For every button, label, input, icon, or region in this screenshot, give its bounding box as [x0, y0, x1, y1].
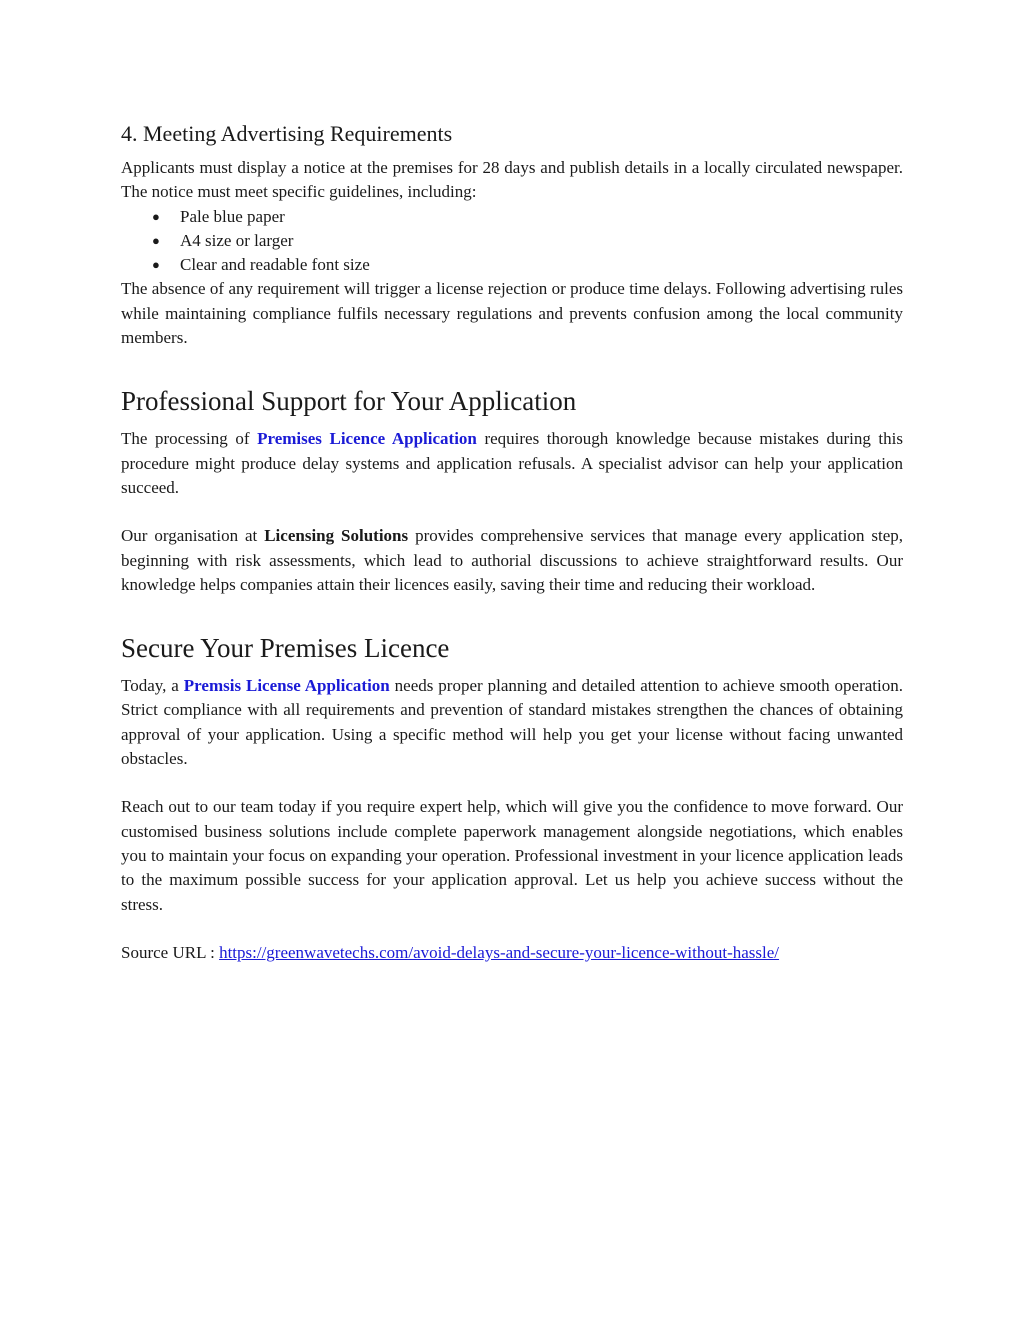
secure-paragraph-1	[121, 674, 903, 771]
premsis-license-application-link[interactable]: Premsis License Application	[183, 676, 390, 696]
bullet-icon: ●	[152, 232, 160, 248]
advertising-bullet-list	[121, 205, 903, 278]
secure-p1-text-rest: needs proper planning and detailed attention to achieve smooth operation. Strict compliance with all requirements and prevention of standard mistakes strengthen the chances of obtaining approval of your application. Using a specific method will help you get your license without facing unwanted obstacles.	[121, 676, 904, 769]
paragraph-spacer	[121, 771, 903, 795]
premises-licence-application-link[interactable]: Premises Licence Application	[257, 429, 477, 449]
list-item	[149, 229, 903, 253]
list-item	[149, 253, 903, 277]
support-p2-text-rest: provides comprehensive services that manage every application step, beginning with risk assessments, which lead to authorial discussions to achieve straightforward results. Our knowledge helps companies attain their licences easily, saving their time and reducing their workload.	[121, 526, 904, 594]
source-label: Source URL :	[121, 942, 220, 962]
support-p1-text: The processing of	[121, 429, 258, 449]
support-heading: Professional Support for Your Application	[121, 386, 577, 417]
list-item-text: Clear and readable font size	[180, 255, 370, 275]
secure-paragraph-2: Reach out to our team today if you require expert help, which will give you the confidence to move forward. Our customised business solutions include complete paperwork management alongside negotiations, which enables you to maintain your focus on expanding your operation. Professional investment in your licence application leads to the maximum possible success for your application approval. Let us help you achieve success without the stress.	[121, 797, 903, 914]
source-url-link[interactable]: https://greenwavetechs.com/avoid-delays-and-secure-your-licence-without-hassle/	[219, 942, 780, 962]
advertising-closing: The absence of any requirement will trigger a license rejection or produce time delays. Following advertising rules while maintaining compliance fulfils necessary regulations and prevents confusion among the local community members.	[121, 279, 903, 348]
advertising-intro: Applicants must display a notice at the premises for 28 days and publish details in a locally circulated newspaper. The notice must meet specific guidelines, including:	[121, 158, 903, 202]
list-item-text: A4 size or larger	[180, 230, 294, 250]
support-paragraph-2	[121, 524, 903, 597]
bullet-icon: ●	[152, 208, 160, 224]
advertising-heading: 4. Meeting Advertising Requirements	[121, 121, 453, 146]
section-spacer	[121, 597, 903, 631]
list-item-text: Pale blue paper	[180, 206, 285, 226]
bullet-icon: ●	[152, 257, 160, 273]
list-item	[149, 205, 903, 229]
secure-p1-text: Today, a	[121, 676, 184, 696]
support-p2-text: Our organisation at	[121, 526, 265, 546]
support-p1-text-rest: requires thorough knowledge because mistakes during this procedure might produce delay systems and application refusals. A specialist advisor can help your application succeed.	[121, 429, 903, 497]
document-page	[121, 120, 903, 965]
secure-heading: Secure Your Premises Licence	[121, 633, 450, 664]
paragraph-spacer	[121, 500, 903, 524]
licensing-solutions-name: Licensing Solutions	[264, 526, 409, 546]
source-line	[121, 941, 903, 965]
section-spacer	[121, 350, 903, 384]
support-paragraph-1	[121, 427, 903, 500]
paragraph-spacer	[121, 917, 903, 941]
